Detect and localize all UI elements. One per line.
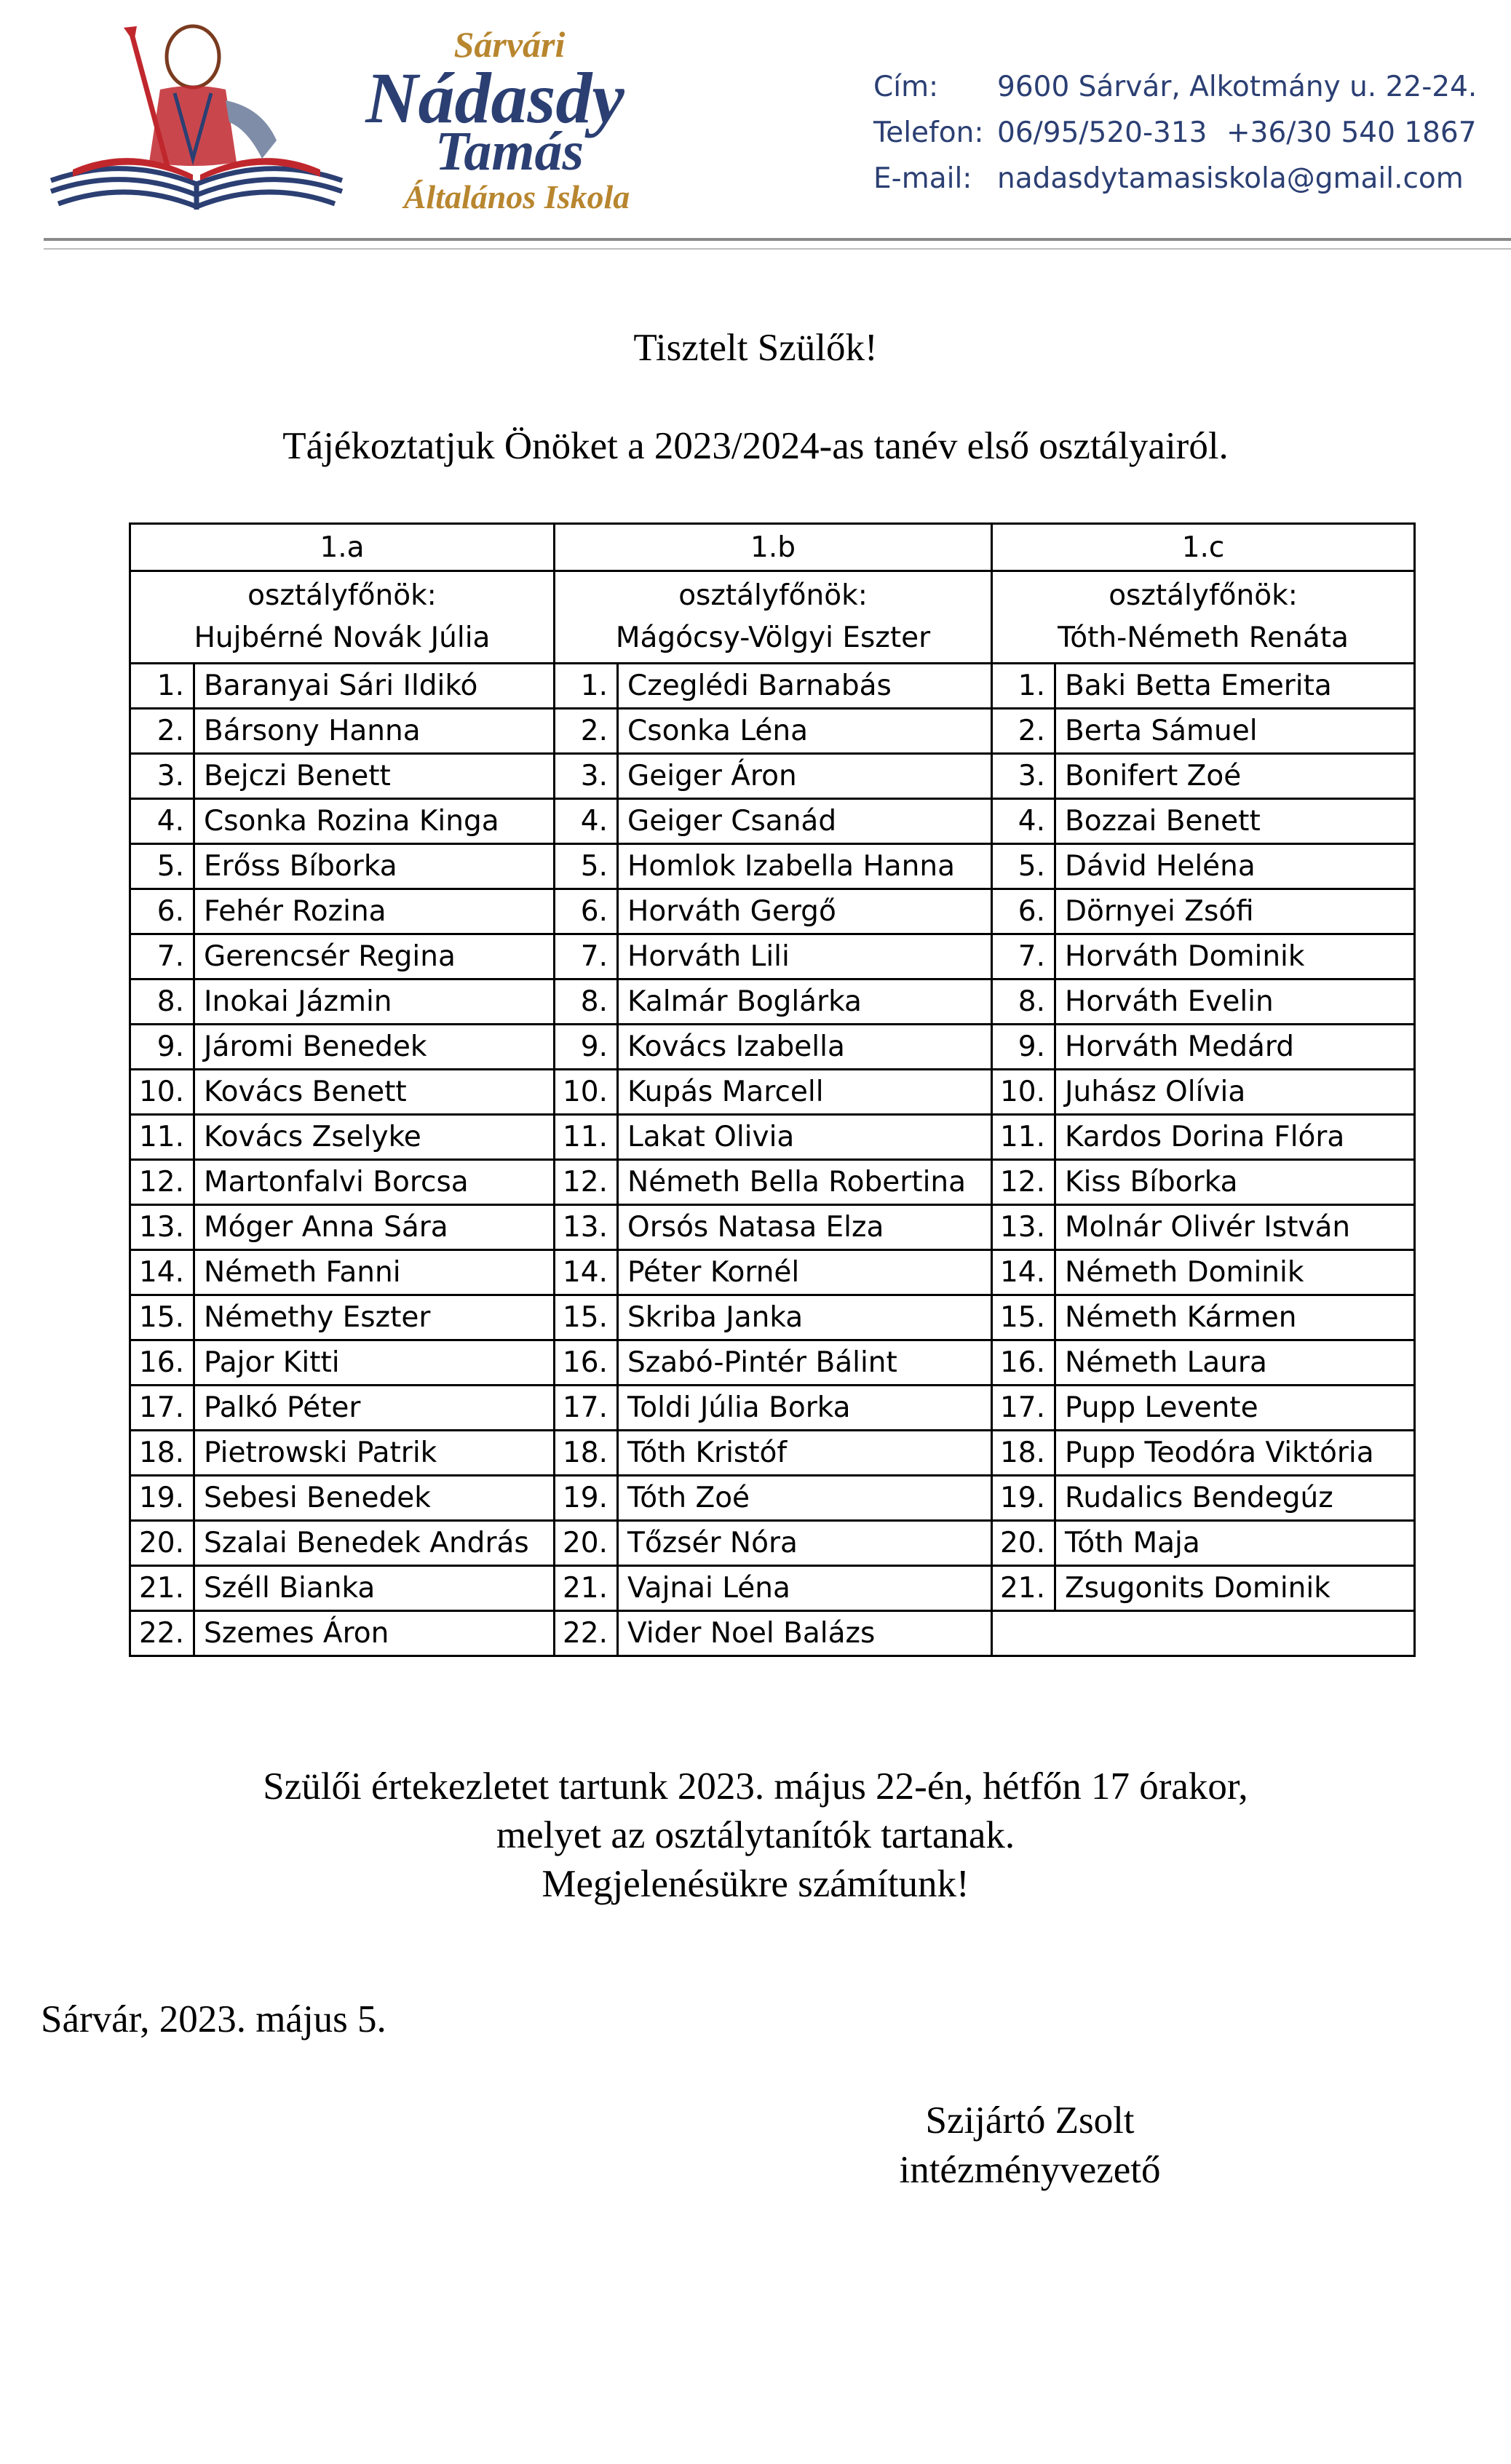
student-number: 7. — [992, 934, 1055, 979]
student-number: 2. — [992, 709, 1055, 754]
table-row — [130, 1025, 1415, 1070]
student-number: 9. — [555, 1025, 618, 1070]
student-name: Németh Bella Robertina — [618, 1160, 992, 1205]
student-number: 14. — [555, 1250, 618, 1295]
student-number: 17. — [555, 1386, 618, 1431]
student-number: 2. — [555, 709, 618, 754]
student-name: Homlok Izabella Hanna — [618, 844, 992, 889]
student-number: 12. — [555, 1160, 618, 1205]
student-name: Erőss Bíborka — [194, 844, 555, 889]
contact-label: Telefon: — [873, 116, 984, 149]
student-number: 1. — [555, 664, 618, 709]
student-number: 18. — [130, 1431, 194, 1476]
student-name: Horváth Gergő — [618, 889, 992, 934]
student-name: Pupp Levente — [1055, 1386, 1415, 1431]
student-name: Pajor Kitti — [194, 1340, 555, 1386]
student-name: Orsós Natasa Elza — [618, 1205, 992, 1250]
student-number: 17. — [130, 1386, 194, 1431]
table-row — [130, 1250, 1415, 1295]
student-number: 16. — [992, 1340, 1055, 1386]
student-number: 12. — [992, 1160, 1055, 1205]
school-name-line3: Tamás — [435, 121, 584, 182]
table-row — [130, 1160, 1415, 1205]
student-name: Palkó Péter — [194, 1386, 555, 1431]
student-name: Csonka Rozina Kinga — [194, 799, 555, 844]
student-name: Skriba Janka — [618, 1295, 992, 1340]
contact-value-secondary: +36/30 540 1867 — [1226, 116, 1477, 149]
student-number: 8. — [555, 979, 618, 1025]
student-name: Geiger Csanád — [618, 799, 992, 844]
student-number: 20. — [130, 1521, 194, 1566]
table-row — [130, 934, 1415, 979]
student-name: Járomi Benedek — [194, 1025, 555, 1070]
class-name-cell: 1.c — [992, 524, 1415, 571]
table-row — [130, 1611, 1415, 1656]
table-row — [130, 709, 1415, 754]
meeting-line-1: Szülői értekezletet tartunk 2023. május 22-én, hétfőn 17 órakor, — [263, 1765, 1248, 1808]
class-teacher-row — [130, 571, 1415, 664]
signer-title: intézményvezető — [899, 2149, 1161, 2191]
student-number: 11. — [555, 1115, 618, 1160]
student-name: Fehér Rozina — [194, 889, 555, 934]
student-number: 14. — [992, 1250, 1055, 1295]
contact-value: 06/95/520-313 — [997, 116, 1207, 149]
teacher-name: Mágócsy-Völgyi Eszter — [615, 621, 931, 654]
student-name: Lakat Olivia — [618, 1115, 992, 1160]
table-row — [130, 754, 1415, 799]
student-name: Baki Betta Emerita — [1055, 664, 1415, 709]
student-name: Gerencsér Regina — [194, 934, 555, 979]
school-name-line4: Általános Iskola — [403, 178, 630, 215]
student-number: 13. — [130, 1205, 194, 1250]
student-number: 16. — [555, 1340, 618, 1386]
student-number: 18. — [555, 1431, 618, 1476]
table-row — [130, 1386, 1415, 1431]
table-row — [130, 1566, 1415, 1611]
student-name: Németh Dominik — [1055, 1250, 1415, 1295]
class-teacher-cell — [555, 571, 992, 664]
signer-name: Szijártó Zsolt — [925, 2099, 1135, 2142]
student-name: Csonka Léna — [618, 709, 992, 754]
class-name-cell: 1.b — [555, 524, 992, 571]
student-number: 20. — [555, 1521, 618, 1566]
student-number: 13. — [555, 1205, 618, 1250]
student-name: Kovács Izabella — [618, 1025, 992, 1070]
table-row — [130, 1431, 1415, 1476]
student-name: Dávid Heléna — [1055, 844, 1415, 889]
student-number: 21. — [130, 1566, 194, 1611]
student-number: 7. — [130, 934, 194, 979]
student-name: Németh Fanni — [194, 1250, 555, 1295]
student-number: 6. — [992, 889, 1055, 934]
table-row — [130, 979, 1415, 1025]
student-number: 19. — [130, 1476, 194, 1521]
student-name: Horváth Evelin — [1055, 979, 1415, 1025]
letterhead — [0, 0, 1511, 255]
teacher-name: Tóth-Németh Renáta — [1058, 621, 1349, 654]
class-lists-table — [129, 522, 1416, 1657]
student-number: 15. — [130, 1295, 194, 1340]
student-number: 4. — [555, 799, 618, 844]
student-number: 21. — [555, 1566, 618, 1611]
student-number: 1. — [992, 664, 1055, 709]
student-name: Szabó-Pintér Bálint — [618, 1340, 992, 1386]
table-row — [130, 1205, 1415, 1250]
student-name: Németh Laura — [1055, 1340, 1415, 1386]
student-number: 4. — [992, 799, 1055, 844]
greeting: Tisztelt Szülők! — [633, 327, 878, 369]
student-name: Toldi Júlia Borka — [618, 1386, 992, 1431]
contact-block — [873, 64, 1477, 202]
contact-value: nadasdytamasiskola@gmail.com — [997, 162, 1464, 195]
student-number: 8. — [992, 979, 1055, 1025]
table-row — [130, 1340, 1415, 1386]
student-number: 3. — [555, 754, 618, 799]
class-name-row — [130, 524, 1415, 571]
student-name: Horváth Dominik — [1055, 934, 1415, 979]
student-number: 4. — [130, 799, 194, 844]
school-name-line1: Sárvári — [453, 24, 566, 65]
student-name: Molnár Olivér István — [1055, 1205, 1415, 1250]
student-number: 22. — [555, 1611, 618, 1656]
student-name: Némethy Eszter — [194, 1295, 555, 1340]
student-number: 5. — [992, 844, 1055, 889]
contact-row — [873, 156, 1477, 202]
student-name: Móger Anna Sára — [194, 1205, 555, 1250]
student-name: Baranyai Sári Ildikó — [194, 664, 555, 709]
table-row — [130, 1070, 1415, 1115]
portrait-illustration — [124, 26, 277, 166]
student-name: Tóth Kristóf — [618, 1431, 992, 1476]
student-name: Kalmár Boglárka — [618, 979, 992, 1025]
student-name: Bársony Hanna — [194, 709, 555, 754]
student-name: Sebesi Benedek — [194, 1476, 555, 1521]
table-row — [130, 844, 1415, 889]
student-name: Pupp Teodóra Viktória — [1055, 1431, 1415, 1476]
student-number: 3. — [992, 754, 1055, 799]
parent-meeting-notice — [0, 1762, 1511, 1909]
class-name-cell: 1.a — [130, 524, 555, 571]
student-number: 9. — [130, 1025, 194, 1070]
student-name: Czeglédi Barnabás — [618, 664, 992, 709]
student-number: 14. — [130, 1250, 194, 1295]
school-name-line2: Nádasdy — [365, 57, 624, 138]
student-name: Dörnyei Zsófi — [1055, 889, 1415, 934]
student-number: 17. — [992, 1386, 1055, 1431]
teacher-label: osztályfőnök: — [1109, 579, 1298, 612]
student-number: 21. — [992, 1566, 1055, 1611]
student-name: Bejczi Benett — [194, 754, 555, 799]
class-teacher-cell — [130, 571, 555, 664]
student-number: 5. — [555, 844, 618, 889]
contact-label: Cím: — [873, 71, 939, 103]
contact-row — [873, 64, 1477, 110]
table-row — [130, 889, 1415, 934]
student-name: Tóth Zoé — [618, 1476, 992, 1521]
table-row — [130, 1115, 1415, 1160]
student-name: Bozzai Benett — [1055, 799, 1415, 844]
student-number: 18. — [992, 1431, 1055, 1476]
table-row — [130, 799, 1415, 844]
student-number: 11. — [992, 1115, 1055, 1160]
student-name: Szalai Benedek András — [194, 1521, 555, 1566]
meeting-line-3: Megjelenésükre számítunk! — [542, 1863, 969, 1905]
intro-sentence: Tájékoztatjuk Önöket a 2023/2024-as tanév első osztályairól. — [282, 425, 1229, 467]
student-number: 19. — [555, 1476, 618, 1521]
student-name: Kardos Dorina Flóra — [1055, 1115, 1415, 1160]
student-number: 2. — [130, 709, 194, 754]
student-number: 15. — [555, 1295, 618, 1340]
student-number: 10. — [130, 1070, 194, 1115]
student-number: 20. — [992, 1521, 1055, 1566]
empty-cell — [992, 1611, 1415, 1656]
student-name: Vider Noel Balázs — [618, 1611, 992, 1656]
student-name: Kupás Marcell — [618, 1070, 992, 1115]
student-name: Rudalics Bendegúz — [1055, 1476, 1415, 1521]
student-name: Berta Sámuel — [1055, 709, 1415, 754]
student-number: 22. — [130, 1611, 194, 1656]
student-number: 1. — [130, 664, 194, 709]
meeting-line-2: melyet az osztálytanítók tartanak. — [496, 1814, 1015, 1856]
student-number: 8. — [130, 979, 194, 1025]
student-number: 9. — [992, 1025, 1055, 1070]
student-number: 16. — [130, 1340, 194, 1386]
student-number: 10. — [555, 1070, 618, 1115]
student-number: 10. — [992, 1070, 1055, 1115]
student-name: Horváth Medárd — [1055, 1025, 1415, 1070]
contact-value: 9600 Sárvár, Alkotmány u. 22-24. — [997, 71, 1478, 103]
student-name: Szemes Áron — [194, 1611, 555, 1656]
student-name: Péter Kornél — [618, 1250, 992, 1295]
contact-label: E-mail: — [873, 162, 972, 195]
teacher-label: osztályfőnök: — [678, 579, 868, 612]
student-number: 15. — [992, 1295, 1055, 1340]
student-name: Martonfalvi Borcsa — [194, 1160, 555, 1205]
student-name: Inokai Jázmin — [194, 979, 555, 1025]
place-and-date: Sárvár, 2023. május 5. — [41, 1998, 386, 2040]
table-row — [130, 1476, 1415, 1521]
class-teacher-cell — [992, 571, 1415, 664]
student-name: Kovács Benett — [194, 1070, 555, 1115]
student-name: Széll Bianka — [194, 1566, 555, 1611]
student-number: 13. — [992, 1205, 1055, 1250]
student-name: Kiss Bíborka — [1055, 1160, 1415, 1205]
student-name: Tóth Maja — [1055, 1521, 1415, 1566]
student-name: Németh Kármen — [1055, 1295, 1415, 1340]
student-name: Pietrowski Patrik — [194, 1431, 555, 1476]
student-name: Juhász Olívia — [1055, 1070, 1415, 1115]
open-book-icon — [51, 169, 342, 210]
table-row — [130, 664, 1415, 709]
student-name: Horváth Lili — [618, 934, 992, 979]
student-name: Bonifert Zoé — [1055, 754, 1415, 799]
student-name: Vajnai Léna — [618, 1566, 992, 1611]
student-number: 7. — [555, 934, 618, 979]
student-number: 6. — [130, 889, 194, 934]
contact-row — [873, 110, 1477, 156]
student-name: Zsugonits Dominik — [1055, 1566, 1415, 1611]
student-number: 12. — [130, 1160, 194, 1205]
table-row — [130, 1521, 1415, 1566]
teacher-label: osztályfőnök: — [247, 579, 437, 612]
signature-block — [873, 2096, 1186, 2195]
school-logo — [44, 13, 713, 224]
student-name: Kovács Zselyke — [194, 1115, 555, 1160]
student-number: 6. — [555, 889, 618, 934]
student-number: 11. — [130, 1115, 194, 1160]
student-number: 5. — [130, 844, 194, 889]
student-number: 3. — [130, 754, 194, 799]
header-divider-thin — [44, 248, 1511, 250]
teacher-name: Hujbérné Novák Júlia — [194, 621, 491, 654]
table-row — [130, 1295, 1415, 1340]
student-name: Tőzsér Nóra — [618, 1521, 992, 1566]
header-divider — [44, 238, 1511, 241]
student-number: 19. — [992, 1476, 1055, 1521]
student-name: Geiger Áron — [618, 754, 992, 799]
